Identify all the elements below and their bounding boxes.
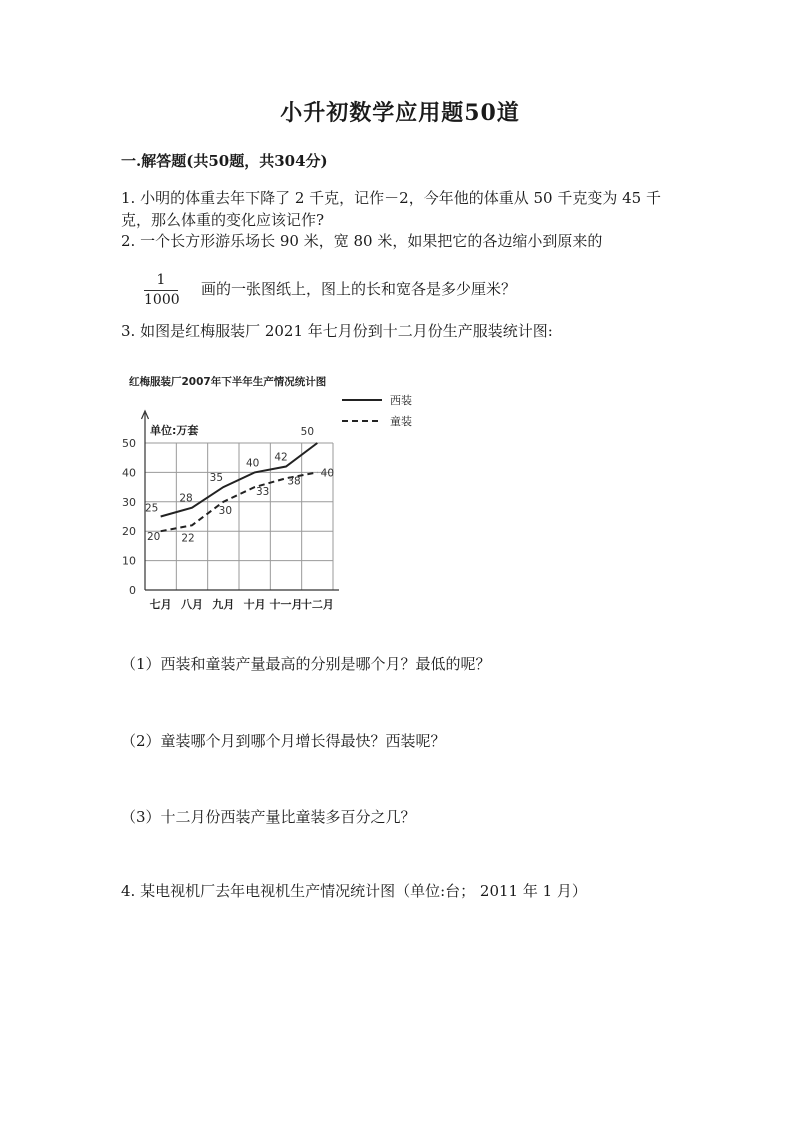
q1-line2: 克，那么体重的变化应该记作? — [121, 211, 325, 229]
x-tick-label: 十一月 — [269, 598, 303, 611]
x-tick-label: 八月 — [181, 598, 203, 611]
data-label: 40 — [245, 457, 260, 470]
y-tick-label: 0 — [129, 584, 136, 597]
data-label: 30 — [218, 504, 233, 517]
y-tick-label: 40 — [122, 466, 136, 480]
chart-legend — [342, 393, 412, 428]
y-tick-label: 50 — [122, 437, 136, 450]
y-tick-label: 20 — [122, 525, 136, 539]
chart-title: 红梅服装厂2007年下半年生产情况统计图 — [129, 376, 327, 388]
fraction-denominator: 1000 — [144, 292, 180, 308]
data-label: 28 — [179, 492, 193, 505]
data-label: 42 — [274, 451, 288, 464]
q3-sub2: （2）童装哪个月到哪个月增长得最快？西装呢？ — [121, 732, 446, 750]
q4-text: 4. 某电视机厂去年电视机生产情况统计图（单位:台； 2011 年 1 月） — [121, 882, 587, 900]
fraction-numerator: 1 — [144, 272, 178, 291]
x-tick-label: 七月 — [149, 598, 172, 611]
data-label: 20 — [146, 531, 161, 544]
q2-line1: 2. 一个长方形游乐场长 90 米，宽 80 米，如果把它的各边缩小到原来的 — [121, 232, 603, 250]
section-heading: 一.解答题(共50题，共304分) — [121, 152, 328, 170]
x-tick-label: 十月 — [243, 598, 266, 611]
data-label: 38 — [287, 475, 301, 488]
legend-label-kids: 童装 — [390, 415, 412, 428]
data-label: 33 — [255, 486, 270, 499]
production-chart — [120, 370, 412, 620]
q1-line1: 1. 小明的体重去年下降了 2 千克，记作－2，今年他的体重从 50 千克变为 45 千 — [121, 189, 661, 207]
x-tick-label: 十二月 — [300, 598, 334, 611]
page-title: 小升初数学应用题50道 — [280, 100, 520, 126]
data-label: 40 — [320, 467, 335, 480]
plot-area — [122, 411, 339, 611]
q2-line2: 画的一张图纸上，图上的长和宽各是多少厘米？ — [201, 280, 517, 298]
data-label: 50 — [300, 426, 315, 438]
q3-text: 3. 如图是红梅服装厂 2021 年七月份到十二月份生产服装统计图: — [121, 322, 553, 340]
data-label: 22 — [181, 532, 195, 545]
q3-sub3: （3）十二月份西装产量比童装多百分之几？ — [121, 808, 416, 826]
y-tick-label: 30 — [122, 495, 136, 509]
q2-fraction — [144, 272, 178, 309]
x-tick-label: 九月 — [212, 598, 235, 611]
q3-sub1: （1）西装和童装产量最高的分别是哪个月？最低的呢？ — [121, 655, 491, 673]
y-tick-label: 10 — [122, 554, 136, 568]
data-label: 25 — [144, 502, 159, 515]
chart-unit-label: 单位:万套 — [150, 424, 199, 437]
legend-label-suit: 西装 — [390, 394, 412, 407]
data-label: 35 — [209, 472, 224, 485]
